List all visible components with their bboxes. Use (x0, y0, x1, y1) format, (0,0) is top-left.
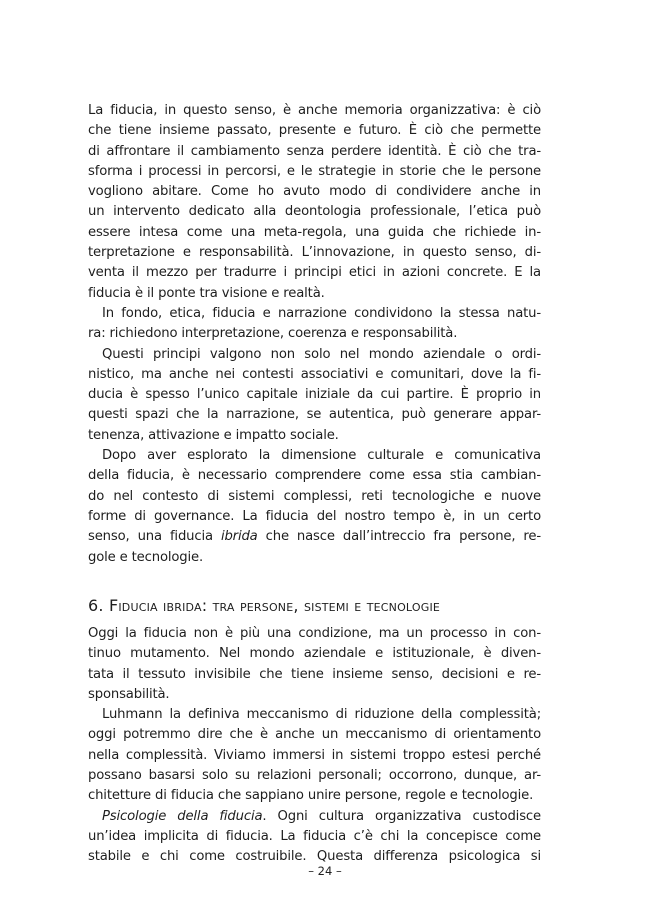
text-run: senso, una fiducia (88, 529, 221, 545)
page-number: – 24 – (308, 864, 342, 878)
text-line: tata il tessuto invisibile che tiene insieme senso, decisioni e re- (88, 666, 541, 682)
text-line: Luhmann la definiva meccanismo di riduzione della complessità; (102, 707, 541, 723)
text-line: sforma i processi in percorsi, e le strategie in storie che le persone (88, 163, 541, 179)
section-heading: 6. Fiducia ibrida: tra persone, sistemi e tecnologie (88, 596, 441, 615)
text-run: . Ogni cultura organizzativa custodisce (262, 808, 541, 824)
text-line: chitetture di fiducia che sappiano unire persone, regole e tecnologie. (88, 788, 534, 804)
text-line: stabile e chi come costruibile. Questa differenza psicologica si (88, 849, 541, 865)
paragraph (88, 101, 541, 304)
text-line: sponsabilità. (88, 686, 170, 702)
text-line: In fondo, etica, fiducia e narrazione condividono la stessa natu- (102, 305, 541, 321)
text-line: do nel contesto di sistemi complessi, reti tecnologiche e nuove (88, 488, 541, 504)
text-line: un intervento dedicato alla deontologia professionale, l’etica può (88, 204, 541, 220)
text-line: terpretazione e responsabilità. L’innovazione, in questo senso, di- (88, 245, 541, 261)
text-line: tenenza, attivazione e impatto sociale. (88, 427, 339, 443)
text-line: nistico, ma anche nei contesti associativi e comunitari, dove la fi- (88, 366, 541, 382)
text-line: forme di governance. La fiducia del nostro tempo è, in un certo (88, 508, 541, 524)
text-line: ra: richiedono interpretazione, coerenza e responsabilità. (88, 326, 458, 342)
text-line: tinuo mutamento. Nel mondo aziendale e istituzionale, è diven- (88, 646, 541, 662)
text-line: di affrontare il cambiamento senza perdere identità. È ciò che tra- (88, 143, 541, 159)
paragraph (88, 705, 541, 806)
paragraph (88, 304, 541, 345)
text-line (88, 527, 541, 547)
text-run: che nasce dall’intreccio fra persone, re- (257, 529, 541, 545)
text-line: ducia è spesso l’unico capitale iniziale da cui partire. È proprio in (88, 387, 541, 403)
paragraph (88, 807, 541, 868)
text-line: fiducia è il ponte tra visione e realtà. (88, 285, 325, 301)
text-line: possano basarsi solo su relazioni personali; occorrono, dunque, ar- (88, 768, 541, 784)
paragraph (88, 446, 541, 568)
text-line: questi spazi che la narrazione, se autentica, può generare appar- (88, 407, 541, 423)
paragraph (88, 345, 541, 446)
body-text-section-1 (88, 101, 541, 568)
text-line: nella complessità. Viviamo immersi in sistemi troppo estesi perché (88, 747, 541, 763)
text-line: Oggi la fiducia non è più una condizione, ma un processo in con- (88, 626, 541, 641)
paragraph (88, 624, 541, 705)
text-line: della fiducia, è necessario comprendere come essa stia cambian- (88, 468, 541, 484)
text-line (88, 807, 541, 827)
text-line: venta il mezzo per tradurre i principi etici in azioni concrete. E la (88, 265, 541, 281)
text-line: La fiducia, in questo senso, è anche memoria organizzativa: è ciò (88, 103, 541, 118)
text-line: un’idea implicita di fiducia. La fiducia c’è chi la concepisce come (88, 828, 541, 844)
text-line: vogliono abitare. Come ho avuto modo di condividere anche in (88, 184, 541, 200)
italic-term: ibrida (220, 529, 258, 545)
text-line: essere intesa come una meta-regola, una guida che richiede in- (88, 224, 541, 240)
text-line: Questi principi valgono non solo nel mondo aziendale o ordi- (102, 346, 541, 362)
text-line: Dopo aver esplorato la dimensione culturale e comunicativa (102, 448, 541, 464)
text-line: gole e tecnologie. (88, 549, 204, 565)
text-line: oggi potremmo dire che è anche un meccanismo di orientamento (88, 727, 541, 743)
italic-term: Psicologie della fiducia (102, 808, 263, 824)
text-line: che tiene insieme passato, presente e futuro. È ciò che permette (88, 123, 541, 139)
body-text-section-2 (88, 624, 541, 868)
